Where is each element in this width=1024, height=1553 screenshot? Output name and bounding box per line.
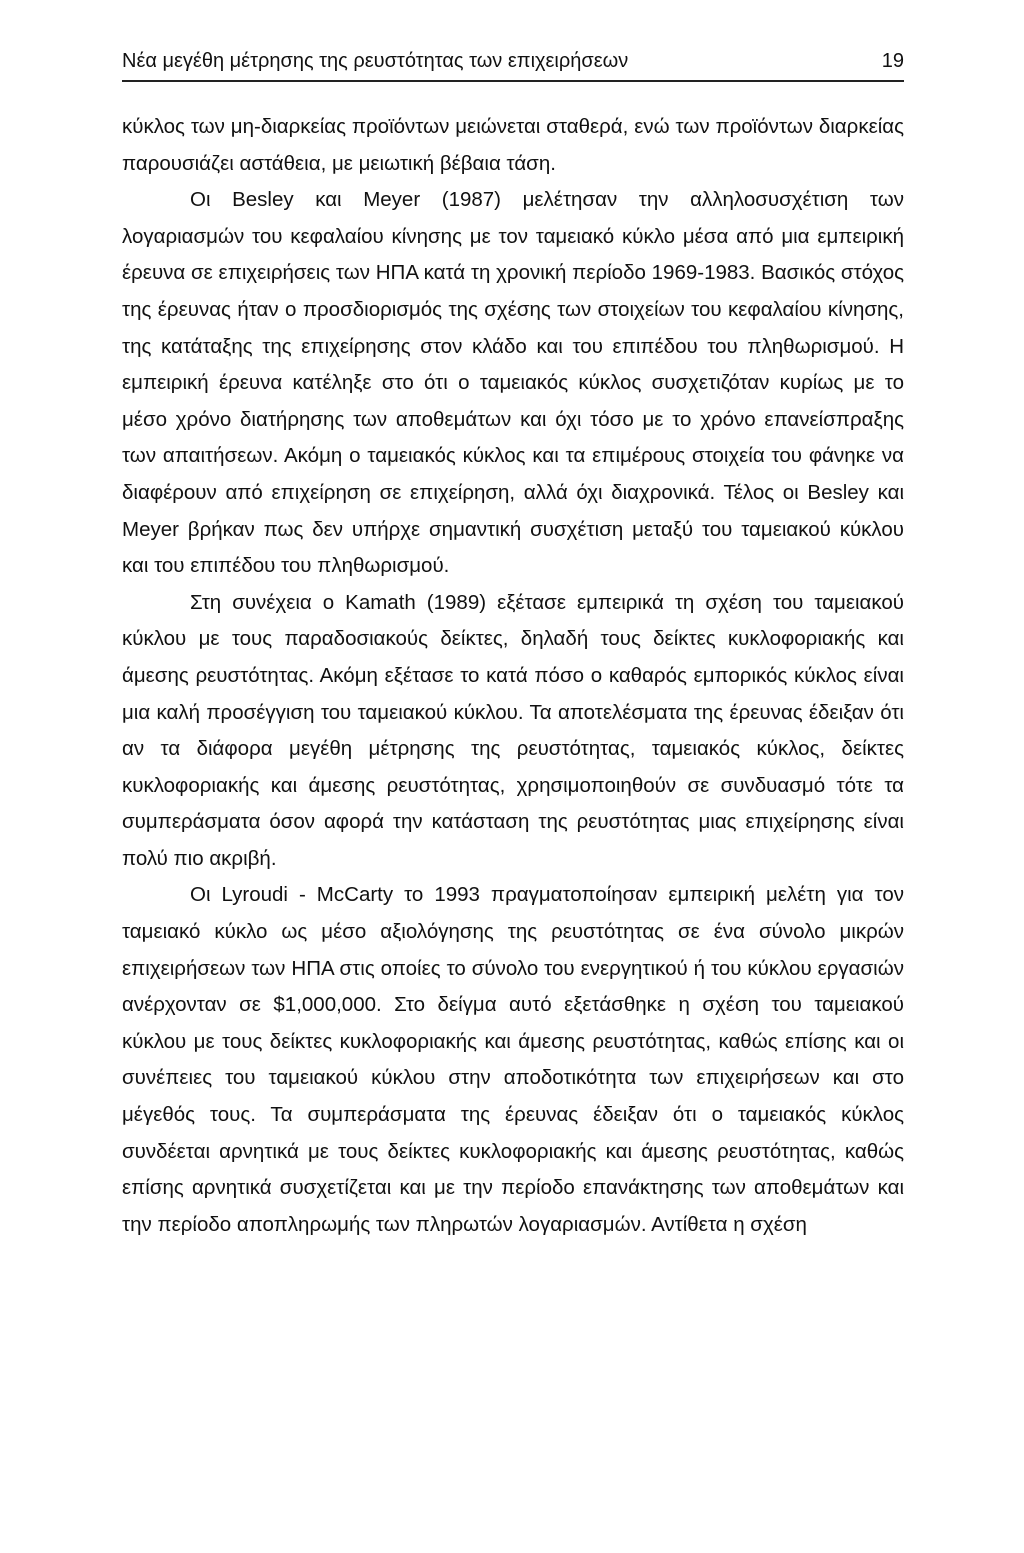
paragraph-kamath: Στη συνέχεια ο Kamath (1989) εξέτασε εμπειρικά τη σχέση του ταμειακού κύκλου με τους παραδοσιακούς δείκτες, δηλαδή τους δείκτες κυκλοφοριακής και άμεσης ρευστότητας. Ακόμη εξέτασε το κατά πόσο ο καθαρός εμπορικός κύκλος είναι μια καλή προσέγγιση του ταμειακού κύκλου. Τα αποτελέσματα της έρευνας έδειξαν ότι αν τα διάφορα μεγέθη μέτρησης της ρευστότητας, ταμειακός κύκλος, δείκτες κυκλοφοριακής και άμεσης ρευστότητας, χρησιμοποιηθούν σε συνδυασμό τότε τα συμπεράσματα όσον αφορά την κατάσταση της ρευστότητας μιας επιχείρησης είναι πολύ πιο ακριβή. bbox=[122, 590, 904, 870]
running-title: Νέα μεγέθη μέτρησης της ρευστότητας των επιχειρήσεων bbox=[122, 50, 629, 72]
page-number: 19 bbox=[881, 50, 904, 72]
paragraph-continuation: κύκλος των μη-διαρκείας προϊόντων μειώνεται σταθερά, ενώ των προϊόντων διαρκείας παρουσιάζει αστάθεια, με μειωτική βέβαια τάση. bbox=[122, 115, 904, 175]
body-text bbox=[122, 109, 904, 1243]
paragraph-lyroudi-mccarty: Οι Lyroudi - McCarty το 1993 πραγματοποίησαν εμπειρική μελέτη για τον ταμειακό κύκλο ως μέσο αξιολόγησης της ρευστότητας σε ένα σύνολο μικρών επιχειρήσεων των ΗΠΑ στις οποίες το σύνολο του ενεργητικού ή του κύκλου εργασιών ανέρχονταν σε $1,000,000. Στο δείγμα αυτό εξετάσθηκε η σχέση του ταμειακού κύκλου με τους δείκτες κυκλοφοριακής και άμεσης ρευστότητας, καθώς επίσης και οι συνέπειες του ταμειακού κύκλου στην αποδοτικότητα των επιχειρήσεων και στο μέγεθός τους. Τα συμπεράσματα της έρευνας έδειξαν ότι ο ταμειακός κύκλος συνδέεται αρνητικά με τους δείκτες κυκλοφοριακής και άμεσης ρευστότητας, καθώς επίσης αρνητικά συσχετίζεται και με την περίοδο επανάκτησης των αποθεμάτων και την περίοδο αποπληρωμής των πληρωτών λογαριασμών. Αντίθετα η σχέση bbox=[122, 883, 904, 1236]
page-header bbox=[122, 48, 904, 78]
paragraph-besley-meyer: Οι Besley και Meyer (1987) μελέτησαν την αλληλοσυσχέτιση των λογαριασμών του κεφαλαίου κίνησης με τον ταμειακό κύκλο μέσα από μια εμπειρική έρευνα σε επιχειρήσεις των ΗΠΑ κατά τη χρονική περίοδο 1969-1983. Βασικός στόχος της έρευνας ήταν ο προσδιορισμός της σχέσης των στοιχείων του κεφαλαίου κίνησης, της κατάταξης της επιχείρησης στον κλάδο και του επιπέδου του πληθωρισμού. Η εμπειρική έρευνα κατέληξε στο ότι ο ταμειακός κύκλος συσχετιζόταν κυρίως με το μέσο χρόνο διατήρησης των αποθεμάτων και όχι τόσο με το χρόνο επανείσπραξης των απαιτήσεων. Ακόμη ο ταμειακός κύκλος και τα επιμέρους στοιχεία του φάνηκε να διαφέρουν από επιχείρηση σε επιχείρηση, αλλά όχι διαχρονικά. Τέλος οι Besley και Meyer βρήκαν πως δεν υπήρχε σημαντική συσχέτιση μεταξύ του ταμειακού κύκλου και του επιπέδου του πληθωρισμού. bbox=[122, 188, 904, 578]
header-divider bbox=[122, 80, 904, 82]
